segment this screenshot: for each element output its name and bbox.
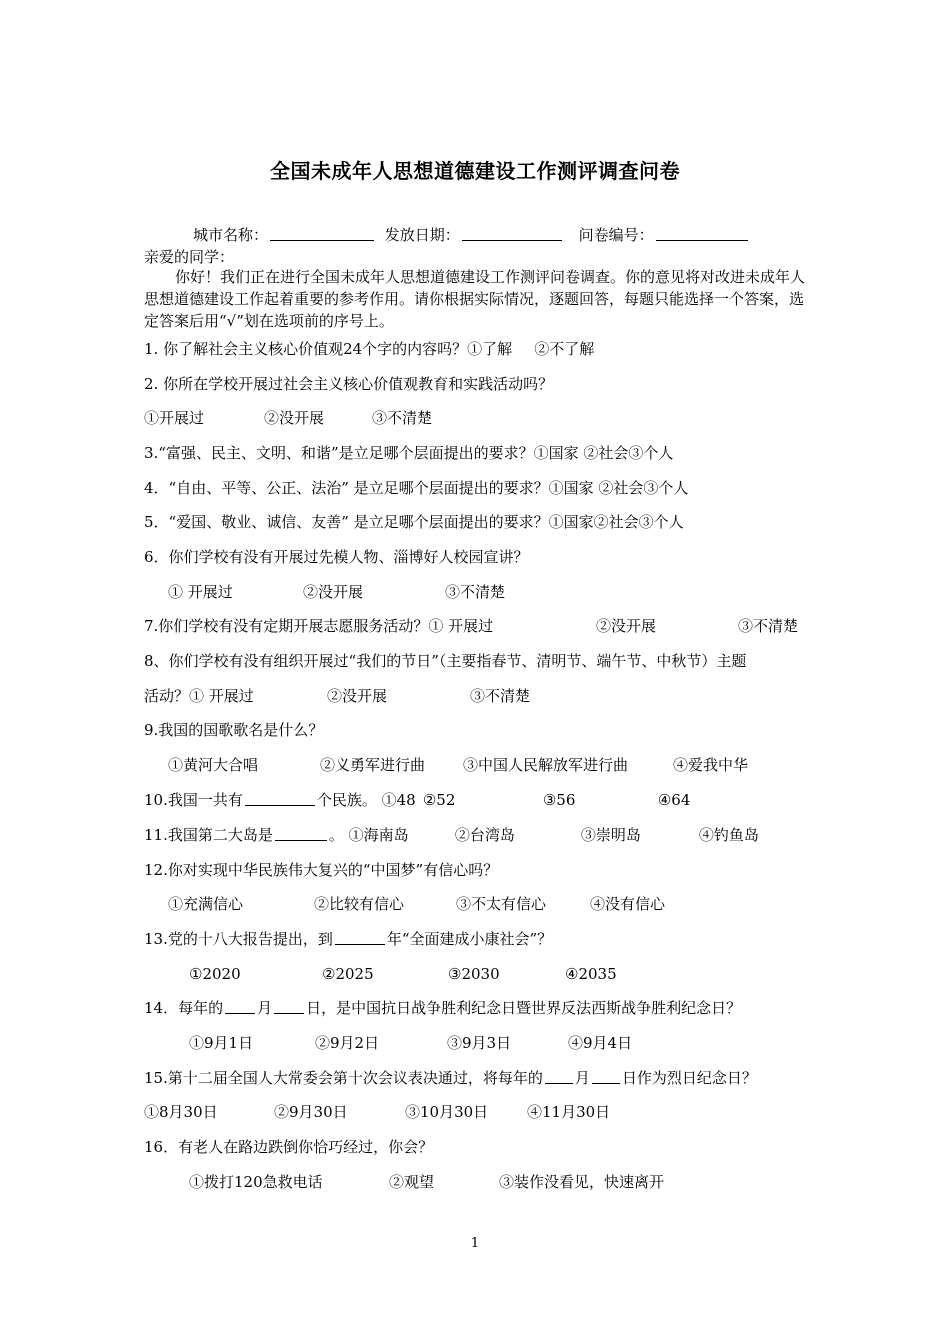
city-label: 城市名称： xyxy=(193,226,269,244)
question-16-option-2[interactable]: ②观望 xyxy=(389,1173,435,1191)
question-15-option-4[interactable]: ④11月30日 xyxy=(527,1103,611,1121)
question-2-option-3[interactable]: ③不清楚 xyxy=(372,409,433,427)
question-13-option-2[interactable]: ②2025 xyxy=(322,965,374,983)
date-blank[interactable] xyxy=(462,226,562,241)
question-12-options xyxy=(168,894,665,914)
question-15-text-end: 日作为烈日纪念日？ xyxy=(621,1069,757,1087)
question-13-option-4[interactable]: ④2035 xyxy=(565,965,617,983)
question-13-blank[interactable] xyxy=(335,930,385,945)
question-15-blank-month[interactable] xyxy=(545,1069,573,1084)
question-16-option-1[interactable]: ①拨打120急救电话 xyxy=(189,1173,323,1191)
question-13-text-end: 年“全面建成小康社会”？ xyxy=(386,930,553,948)
question-7-option-2[interactable]: ②没开展 xyxy=(596,617,657,635)
question-1-option-1[interactable]: ①了解 xyxy=(467,340,513,358)
question-10-option-2[interactable]: ②52 xyxy=(422,791,456,809)
question-10-text: 10.我国一共有 xyxy=(144,791,243,809)
question-4: 4．“自由、平等、公正、法治” 是立足哪个层面提出的要求？①国家 ②社会③个人 xyxy=(144,479,689,497)
question-14-option-1[interactable]: ①9月1日 xyxy=(189,1034,254,1052)
question-15-option-1[interactable]: ①8月30日 xyxy=(144,1103,218,1121)
question-8-text: 8、你们学校有没有组织开展过“我们的节日”（主要指春节、清明节、端午节、中秋节）主题 xyxy=(144,652,747,670)
question-8-option-3[interactable]: ③不清楚 xyxy=(470,687,531,705)
question-6-option-2[interactable]: ②没开展 xyxy=(303,583,364,601)
question-13-options xyxy=(189,964,617,984)
question-11-option-2[interactable]: ②台湾岛 xyxy=(454,826,515,844)
question-12-option-2[interactable]: ②比较有信心 xyxy=(314,895,405,913)
question-2-option-1[interactable]: ①开展过 xyxy=(144,409,205,427)
question-8-text-continued: 活动？① 开展过 xyxy=(144,687,254,705)
question-7-option-3[interactable]: ③不清楚 xyxy=(738,617,799,635)
question-14-blank-day[interactable] xyxy=(274,999,304,1014)
question-3: 3.“富强、民主、文明、和谐”是立足哪个层面提出的要求？①国家 ②社会③个人 xyxy=(144,444,674,462)
city-blank[interactable] xyxy=(270,226,374,241)
question-2-options xyxy=(144,408,432,428)
page-title: 全国未成年人思想道德建设工作测评调查问卷 xyxy=(270,159,680,183)
question-9-option-2[interactable]: ②义勇军进行曲 xyxy=(320,756,426,774)
question-7-text: 7.你们学校有没有定期开展志愿服务活动？① 开展过 xyxy=(144,617,494,635)
question-6-text: 6．你们学校有没有开展过先模人物、淄博好人校园宣讲？ xyxy=(144,548,529,566)
question-16-text: 16．有老人在路边跌倒你恰巧经过，你会？ xyxy=(144,1138,434,1156)
question-15-blank-day[interactable] xyxy=(592,1069,620,1084)
question-15-options xyxy=(144,1102,610,1122)
question-5: 5．“爱国、敬业、诚信、友善” 是立足哪个层面提出的要求？①国家②社会③个人 xyxy=(144,513,684,531)
question-6-options xyxy=(168,582,505,602)
question-8-continued xyxy=(144,686,530,706)
question-2-option-2[interactable]: ②没开展 xyxy=(264,409,325,427)
question-11 xyxy=(144,825,759,845)
question-1 xyxy=(144,339,594,359)
question-11-option-1[interactable]: 。 ①海南岛 xyxy=(328,826,409,844)
question-15-option-2[interactable]: ②9月30日 xyxy=(274,1103,348,1121)
question-11-option-3[interactable]: ③崇明岛 xyxy=(580,826,641,844)
question-1-text: 1. 你了解社会主义核心价值观24个字的内容吗？ xyxy=(144,340,468,358)
question-9-options xyxy=(168,755,748,775)
header-fields xyxy=(193,225,750,245)
question-14-option-3[interactable]: ③9月3日 xyxy=(447,1034,512,1052)
question-8-option-2[interactable]: ②没开展 xyxy=(327,687,388,705)
question-9-text: 9.我国的国歌歌名是什么？ xyxy=(144,721,324,739)
question-12-option-1[interactable]: ①充满信心 xyxy=(168,895,244,913)
question-13-option-1[interactable]: ①2020 xyxy=(189,965,241,983)
question-14-options xyxy=(189,1033,632,1053)
question-14-blank-month[interactable] xyxy=(225,999,255,1014)
question-14-month-label: 月 xyxy=(257,999,273,1017)
question-12-option-4[interactable]: ④没有信心 xyxy=(590,895,666,913)
question-16-options xyxy=(189,1172,664,1192)
question-13-option-3[interactable]: ③2030 xyxy=(448,965,500,983)
question-14-option-4[interactable]: ④9月4日 xyxy=(568,1034,633,1052)
question-9-option-4[interactable]: ④爱我中华 xyxy=(673,756,749,774)
question-10-option-3[interactable]: ③56 xyxy=(542,791,576,809)
question-14 xyxy=(144,998,741,1018)
question-14-option-2[interactable]: ②9月2日 xyxy=(315,1034,380,1052)
question-14-text-end: 日，是中国抗日战争胜利纪念日暨世界反法西斯战争胜利纪念日？ xyxy=(306,999,742,1017)
question-12-option-3[interactable]: ③不太有信心 xyxy=(456,895,547,913)
question-10-blank[interactable] xyxy=(245,791,315,806)
question-10-option-4[interactable]: ④64 xyxy=(657,791,691,809)
question-15-option-3[interactable]: ③10月30日 xyxy=(405,1103,489,1121)
question-14-text: 14．每年的 xyxy=(144,999,224,1017)
question-13 xyxy=(144,929,552,949)
page-number: 1 xyxy=(470,1236,480,1251)
question-15-month-label: 月 xyxy=(574,1069,590,1087)
number-label: 问卷编号： xyxy=(578,226,654,244)
question-6-option-1[interactable]: ① 开展过 xyxy=(168,583,233,601)
question-10 xyxy=(144,790,690,810)
question-2-text: 2. 你所在学校开展过社会主义核心价值观教育和实践活动吗？ xyxy=(144,375,554,393)
greeting: 亲爱的同学： xyxy=(144,248,235,266)
question-7 xyxy=(144,616,798,636)
question-9-option-1[interactable]: ①黄河大合唱 xyxy=(168,756,259,774)
number-blank[interactable] xyxy=(656,226,748,241)
question-11-text: 11.我国第二大岛是 xyxy=(144,826,273,844)
question-15-text: 15.第十二届全国人大常委会第十次会议表决通过，将每年的 xyxy=(144,1069,543,1087)
question-13-text: 13.党的十八大报告提出，到 xyxy=(144,930,333,948)
question-12-text: 12.你对实现中华民族伟大复兴的“中国梦”有信心吗？ xyxy=(144,861,499,879)
question-6-option-3[interactable]: ③不清楚 xyxy=(445,583,506,601)
intro-paragraph: 你好！我们正在进行全国未成年人思想道德建设工作测评问卷调查。你的意见将对改进未成年人思想道德建设工作起着重要的参考作用。请你根据实际情况，逐题回答，每题只能选择一个答案，选定答案后用“√”划在选项前的序号上。 xyxy=(144,268,806,330)
question-1-option-2[interactable]: ②不了解 xyxy=(534,340,595,358)
question-16-option-3[interactable]: ③装作没看见，快速离开 xyxy=(499,1173,665,1191)
question-9-option-3[interactable]: ③中国人民解放军进行曲 xyxy=(463,756,629,774)
date-label: 发放日期： xyxy=(384,226,460,244)
question-11-option-4[interactable]: ④钓鱼岛 xyxy=(698,826,759,844)
question-10-option-1[interactable]: 个民族。 ①48 xyxy=(316,791,416,809)
question-15 xyxy=(144,1068,757,1088)
question-11-blank[interactable] xyxy=(275,826,327,841)
